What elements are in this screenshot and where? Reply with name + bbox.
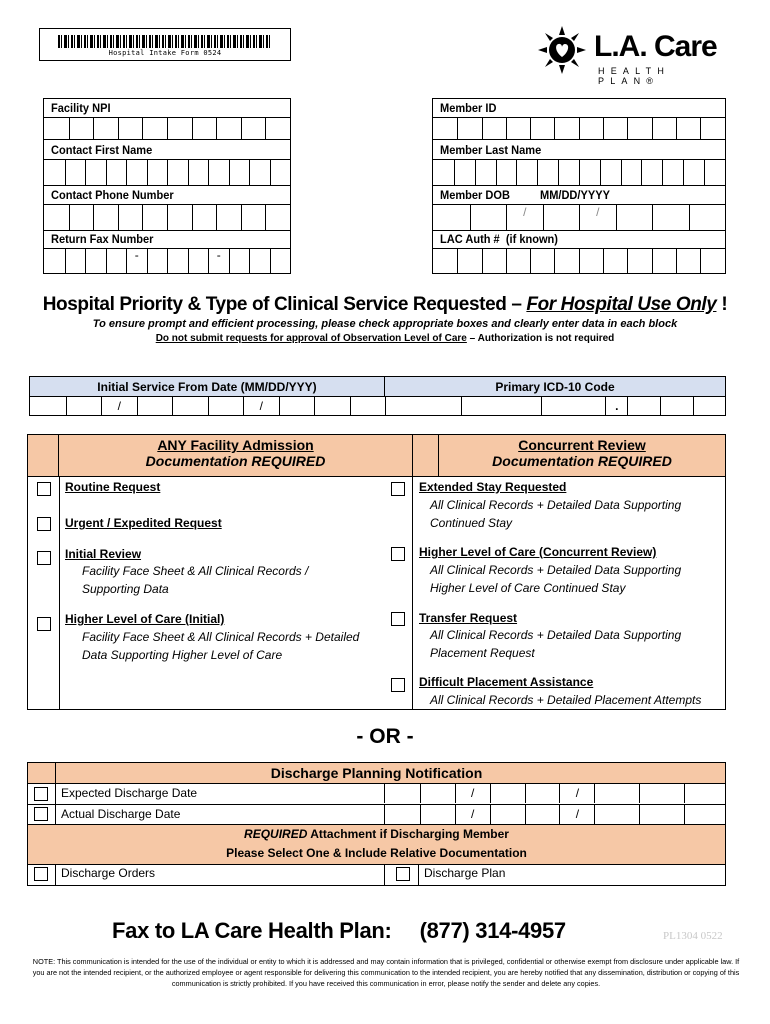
logo-subtitle: HEALTH PLAN® xyxy=(598,66,671,86)
discharge-orders-label: Discharge Orders xyxy=(61,866,156,880)
hloc-concurrent-label: Higher Level of Care (Concurrent Review) xyxy=(419,545,657,559)
facility-npi-label: Facility NPI xyxy=(51,101,111,115)
member-info-box xyxy=(432,98,726,274)
icd-cells[interactable]: . xyxy=(385,397,725,415)
icd-header: Primary ICD-10 Code xyxy=(385,377,725,397)
difficult-placement-checkbox[interactable] xyxy=(391,678,405,692)
contact-phone-label: Contact Phone Number xyxy=(51,188,174,202)
lac-auth-label: LAC Auth # (if known) xyxy=(440,232,558,246)
service-date-header: Initial Service From Date (MM/DD/YYY) xyxy=(30,377,385,397)
service-date-cells[interactable]: / / xyxy=(30,397,385,415)
urgent-request-checkbox[interactable] xyxy=(37,517,51,531)
sun-logo-icon xyxy=(538,26,586,74)
difficult-placement-desc: All Clinical Records + Detailed Placement Attempts xyxy=(430,693,702,707)
dob-format-label: MM/DD/YYYY xyxy=(540,188,610,202)
expected-discharge-label: Expected Discharge Date xyxy=(61,786,198,800)
la-care-logo xyxy=(538,26,728,86)
facility-npi-cells[interactable] xyxy=(44,117,290,139)
difficult-placement-label: Difficult Placement Assistance xyxy=(419,675,594,689)
extended-stay-checkbox[interactable] xyxy=(391,482,405,496)
transfer-request-checkbox[interactable] xyxy=(391,612,405,626)
concurrent-header: Concurrent Review Documentation REQUIRED xyxy=(439,435,725,477)
form-instructions: To ensure prompt and efficient processing, please check appropriate boxes and clearly enter data in each block xyxy=(92,318,678,330)
expected-discharge-checkbox[interactable] xyxy=(34,787,48,801)
return-fax-cells[interactable]: - - xyxy=(44,248,290,273)
clinical-service-table xyxy=(27,434,726,710)
expected-discharge-date-cells[interactable]: / / xyxy=(384,783,725,803)
actual-discharge-date-cells[interactable]: / / xyxy=(384,804,725,824)
service-date-icd-table xyxy=(29,376,726,416)
discharge-title: Discharge Planning Notification xyxy=(270,765,483,781)
initial-review-label: Initial Review xyxy=(65,547,142,561)
fax-number: (877) 314-4957 xyxy=(419,918,566,943)
observation-notice: Do not submit requests for approval of Observation Level of Care – Authorization is not required xyxy=(155,333,615,344)
member-dob-label: Member DOB xyxy=(440,188,510,202)
discharge-orders-checkbox[interactable] xyxy=(34,867,48,881)
member-id-label: Member ID xyxy=(440,101,497,115)
form-barcode xyxy=(39,28,291,61)
contact-info-box xyxy=(43,98,291,274)
discharge-plan-label: Discharge Plan xyxy=(424,866,506,880)
logo-name: L.A. Care xyxy=(594,30,717,63)
transfer-request-label: Transfer Request xyxy=(419,611,518,625)
hloc-concurrent-checkbox[interactable] xyxy=(391,547,405,561)
hloc-initial-label: Higher Level of Care (Initial) xyxy=(65,612,225,626)
confidentiality-note: NOTE: This communication is intended for the use of the individual or entity to which it is addressed and may contain information that is privileged, confidential or otherwise exempt from disclosure under applicable law. If you are not the intended recipient, or the authorized employee or agent responsible for delivering this communication to the intended recipient, you are hereby notified that any dissemination, distribution or copying of this communication is strictly prohibited. If you have received this communication in error, please notify the sender and delete any copies. xyxy=(32,957,740,988)
form-code: PL1304 0522 xyxy=(663,930,723,942)
hloc-initial-checkbox[interactable] xyxy=(37,617,51,631)
barcode-text: Hospital Intake Form 0524 xyxy=(108,49,222,57)
transfer-request-desc: All Clinical Records + Detailed Data Supporting Placement Request xyxy=(430,628,682,660)
member-dob-cells[interactable]: / / xyxy=(433,204,725,230)
hloc-concurrent-desc: All Clinical Records + Detailed Data Supporting Higher Level of Care Continued Stay xyxy=(430,563,682,595)
barcode-bars xyxy=(58,35,270,48)
lac-auth-cells[interactable] xyxy=(433,248,725,273)
actual-discharge-label: Actual Discharge Date xyxy=(61,807,181,821)
discharge-planning-table xyxy=(27,762,726,886)
extended-stay-label: Extended Stay Requested xyxy=(419,480,567,494)
initial-review-checkbox[interactable] xyxy=(37,551,51,565)
routine-request-label: Routine Request xyxy=(65,480,161,494)
hloc-initial-desc: Facility Face Sheet & All Clinical Records + Detailed Data Supporting Higher Level of Care xyxy=(82,630,360,662)
discharge-plan-checkbox[interactable] xyxy=(396,867,410,881)
member-last-name-cells[interactable] xyxy=(433,159,725,185)
extended-stay-desc: All Clinical Records + Detailed Data Supporting Continued Stay xyxy=(430,498,682,530)
routine-request-checkbox[interactable] xyxy=(37,482,51,496)
select-one-text: Please Select One & Include Relative Documentation xyxy=(226,846,527,860)
urgent-request-label: Urgent / Expedited Request xyxy=(65,516,222,530)
fax-line: Fax to LA Care Health Plan: (877) 314-4957 xyxy=(112,918,566,943)
initial-review-desc: Facility Face Sheet & All Clinical Records / Supporting Data xyxy=(82,564,309,596)
contact-phone-cells[interactable] xyxy=(44,204,290,230)
member-last-name-label: Member Last Name xyxy=(440,143,542,157)
admission-header: ANY Facility Admission Documentation REQUIRED xyxy=(59,435,413,477)
member-id-cells[interactable] xyxy=(433,117,725,139)
or-separator: - OR - xyxy=(356,725,414,748)
contact-first-name-cells[interactable] xyxy=(44,159,290,185)
actual-discharge-checkbox[interactable] xyxy=(34,807,48,821)
return-fax-label: Return Fax Number xyxy=(51,232,154,246)
form-title: Hospital Priority & Type of Clinical Service Requested – For Hospital Use Only ! xyxy=(42,294,728,315)
required-attachment-text: REQUIRED Attachment if Discharging Member xyxy=(244,827,509,841)
contact-first-name-label: Contact First Name xyxy=(51,143,153,157)
